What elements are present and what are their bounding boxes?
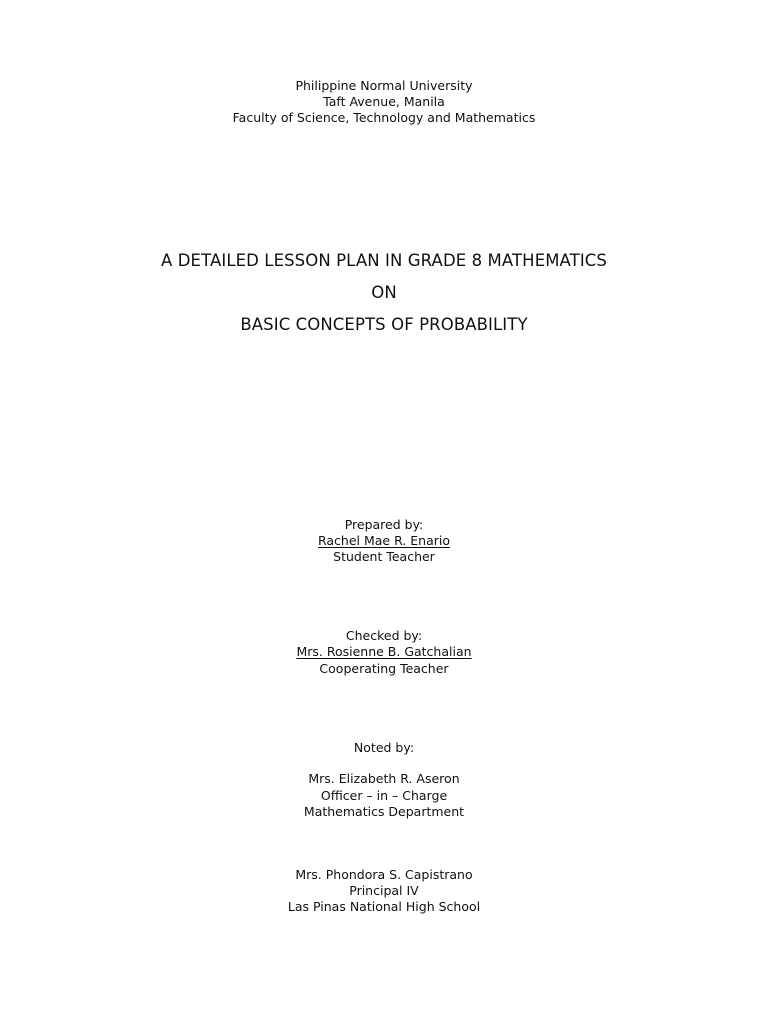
officer-name: Mrs. Elizabeth R. Aseron (308, 771, 460, 786)
checked-by-label: Checked by: (345, 628, 423, 643)
noted-by-label: Noted by: (353, 740, 415, 755)
prepared-by-name-text: Rachel Mae R. Enario (317, 533, 451, 548)
checked-by-name-text: Mrs. Rosienne B. Gatchalian (296, 644, 472, 659)
university-name: Philippine Normal University (295, 78, 473, 93)
checked-by-name (0, 644, 768, 660)
university-address: Taft Avenue, Manila (323, 94, 445, 109)
faculty-name: Faculty of Science, Technology and Mathematics (232, 110, 536, 125)
prepared-by-role: Student Teacher (333, 549, 435, 564)
checked-by-role: Cooperating Teacher (319, 661, 449, 676)
principal-name: Mrs. Phondora S. Capistrano (295, 867, 473, 882)
title-line-1: A DETAILED LESSON PLAN IN GRADE 8 MATHEMATICS (161, 251, 607, 270)
principal-school: Las Pinas National High School (287, 899, 481, 914)
title-line-3: BASIC CONCEPTS OF PROBABILITY (240, 315, 528, 334)
officer-department: Mathematics Department (303, 804, 465, 819)
principal-role: Principal IV (349, 883, 419, 898)
title-line-2: ON (371, 283, 397, 302)
prepared-by-name (0, 533, 768, 549)
prepared-by-label: Prepared by: (344, 517, 424, 532)
officer-role: Officer – in – Charge (320, 788, 448, 803)
